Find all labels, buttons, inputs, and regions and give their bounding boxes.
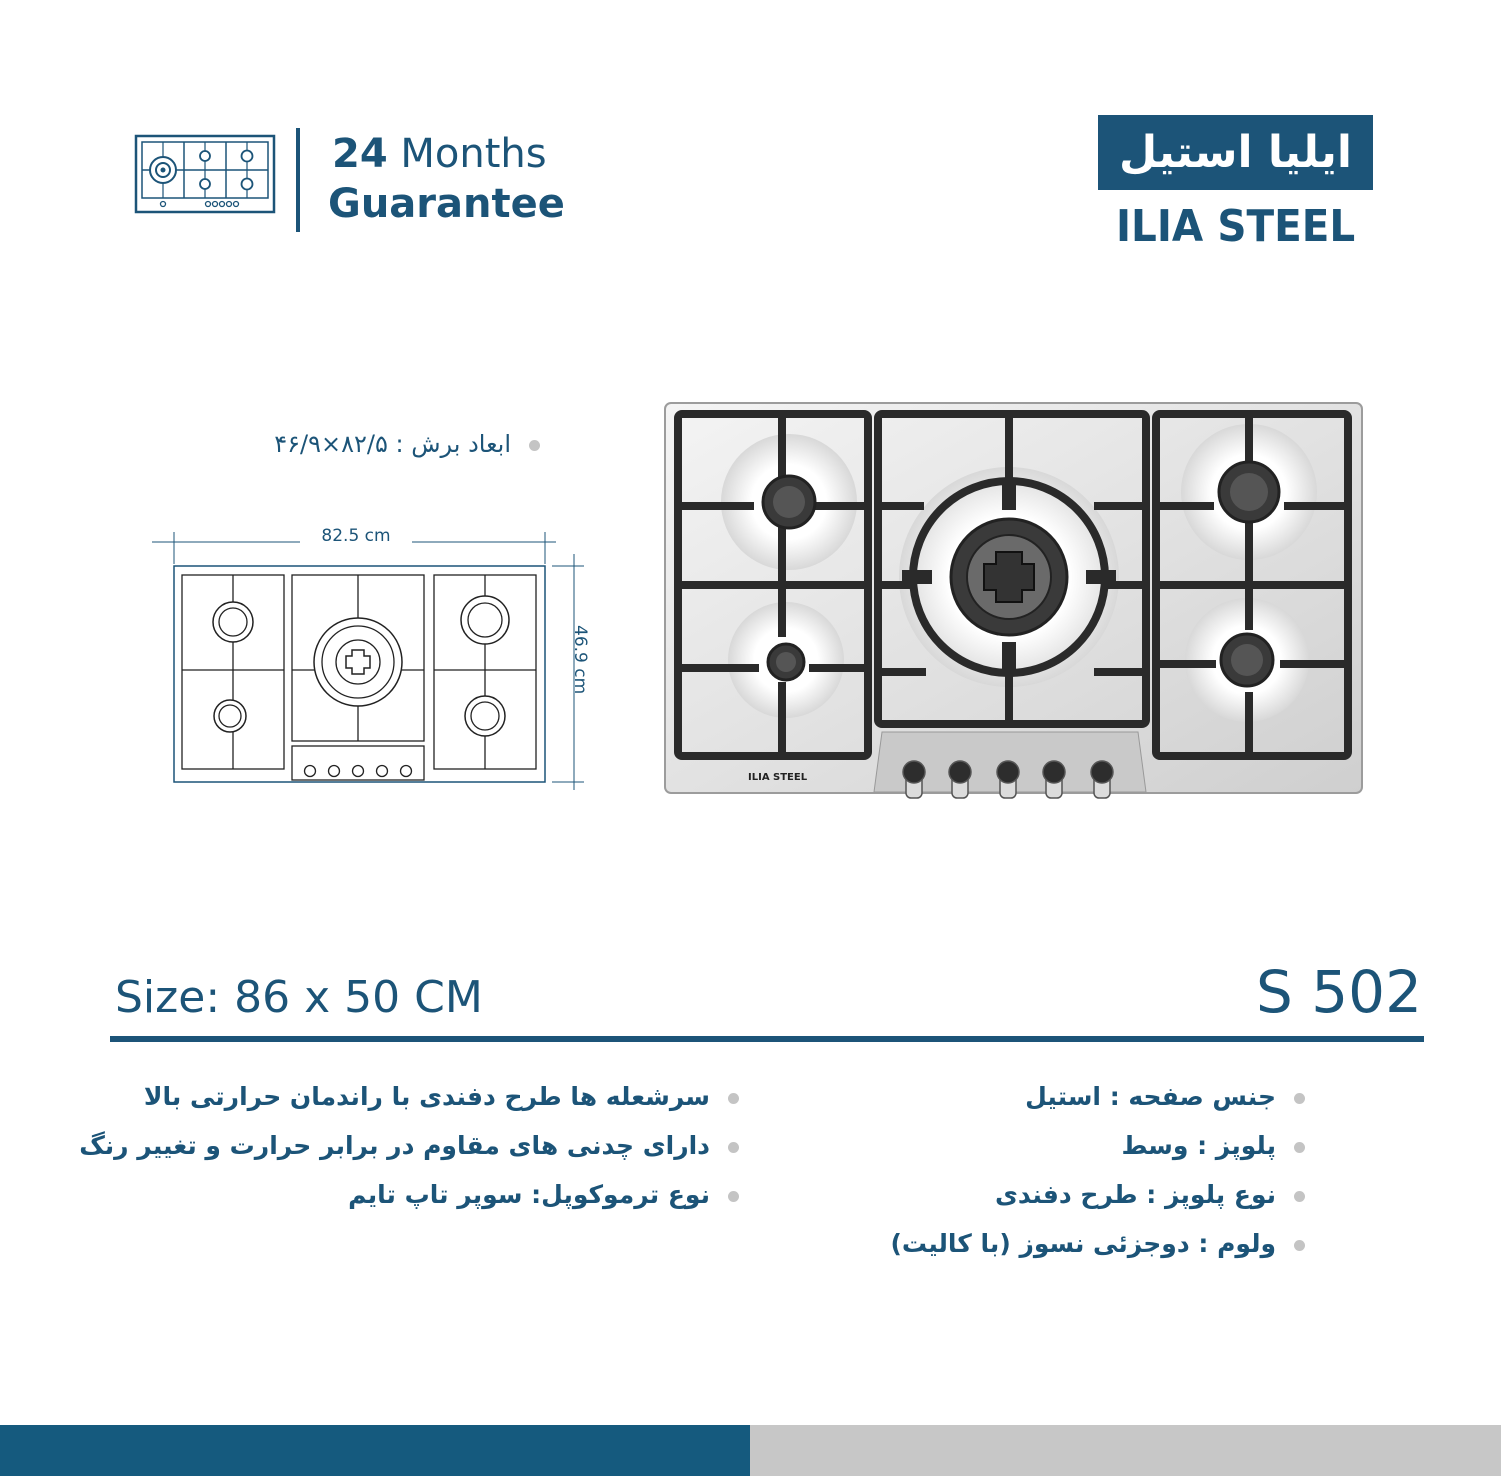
cut-dimensions-text: ابعاد برش : ۸۲/۵×۴۶/۹ [274, 430, 511, 458]
list-item: سرشعله ها طرح دفندی با راندمان حرارتی بالا [79, 1072, 739, 1121]
guarantee-months [332, 130, 547, 178]
cut-dimensions [200, 430, 540, 458]
bullet-icon [728, 1142, 739, 1153]
brand-name-en: ILIA STEEL [1116, 201, 1356, 252]
guarantee-number: 24 [332, 131, 388, 177]
list-item: ولوم : دوجزئی نسوز (با کالیت) [890, 1219, 1305, 1268]
list-item: دارای چدنی های مقاوم در برابر حرارت و تغییر رنگ [79, 1121, 739, 1170]
footer-bar-blue [0, 1425, 750, 1476]
list-item: پلوپز : وسط [890, 1121, 1305, 1170]
diagram-width-label: 82.5 cm [300, 526, 412, 546]
bullet-icon [529, 440, 540, 451]
feature-list-right [890, 1072, 1305, 1268]
list-item: نوع ترموکوپل: سوپر تاپ تایم [79, 1170, 739, 1219]
bullet-icon [1294, 1240, 1305, 1251]
product-badge: ILIA STEEL [748, 772, 808, 783]
bullet-icon [728, 1093, 739, 1104]
guarantee-divider [296, 128, 300, 232]
guarantee-months-word: Months [400, 131, 547, 177]
brand-logo-fa [1098, 115, 1373, 190]
bullet-icon [1294, 1142, 1305, 1153]
bullet-icon [1294, 1093, 1305, 1104]
hob-dimension-diagram [148, 520, 588, 800]
bullet-icon [728, 1191, 739, 1202]
brand-name-fa: ایلیا استیل [1119, 127, 1352, 178]
feature-list-left [79, 1072, 739, 1219]
footer-bar-gray [750, 1425, 1501, 1476]
model-name: S 502 [1256, 958, 1422, 1026]
list-item: جنس صفحه : استیل [890, 1072, 1305, 1121]
section-divider [110, 1036, 1424, 1042]
diagram-height-label: 46.9 cm [570, 625, 590, 695]
guarantee-word: Guarantee [328, 181, 565, 227]
stove-outline-icon [134, 134, 276, 214]
product-image [664, 402, 1364, 804]
bullet-icon [1294, 1191, 1305, 1202]
list-item: نوع پلوپز : طرح دفندی [890, 1170, 1305, 1219]
size-label: Size: 86 x 50 CM [115, 972, 483, 1023]
